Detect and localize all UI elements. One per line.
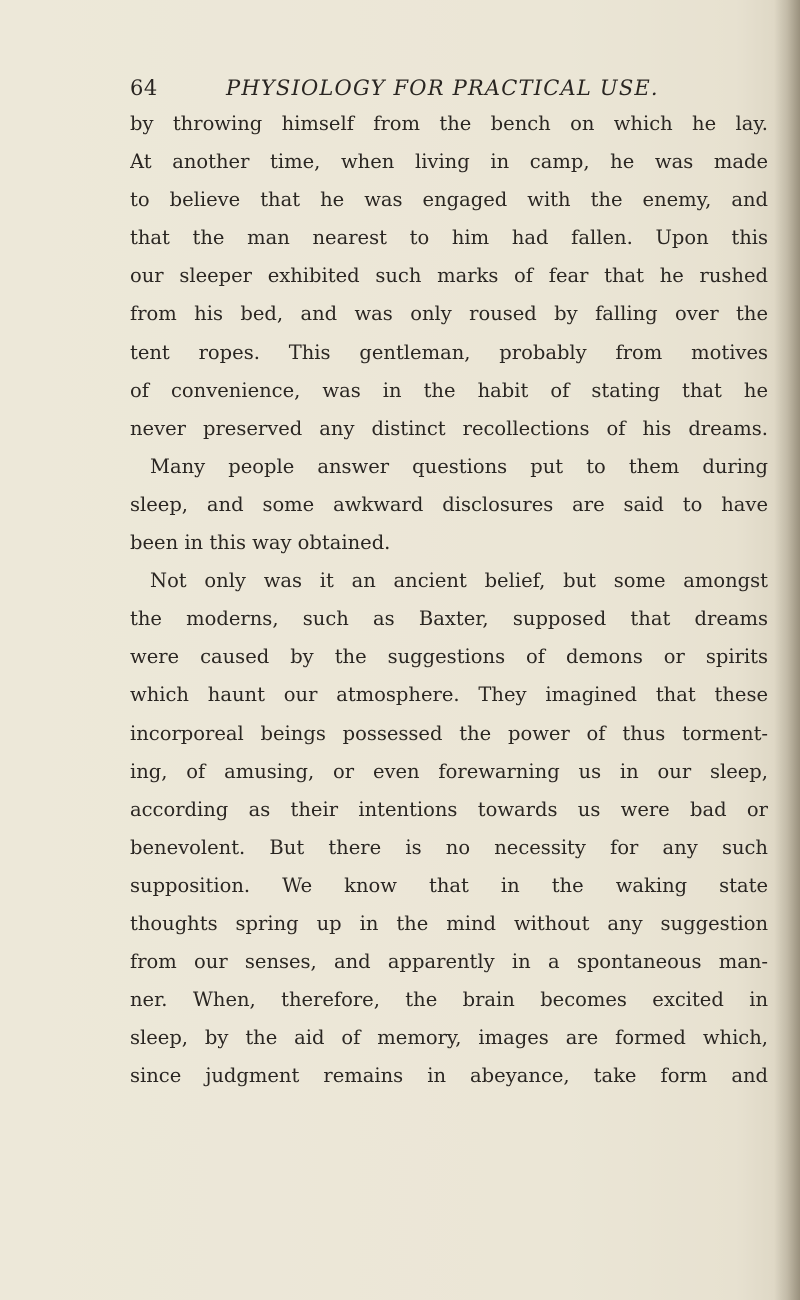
text-line: sleep, by the aid of memory, images are formed which, xyxy=(130,1026,768,1050)
text-line: never preserved any distinct recollections of his dreams. xyxy=(130,416,768,440)
body-text xyxy=(130,105,768,1095)
text-line: At another time, when living in camp, he was made xyxy=(130,150,768,174)
text-line: supposition. We know that in the waking state xyxy=(130,873,768,897)
text-line: that the man nearest to him had fallen. Upon this xyxy=(130,226,768,250)
text-line: from his bed, and was only roused by falling over the xyxy=(130,302,768,326)
page-edge-shadow xyxy=(774,0,800,1300)
paragraph-first-line: Many people answer questions put to them during xyxy=(150,454,768,478)
paragraph-first-line: Not only was it an ancient belief, but some amongst xyxy=(150,569,768,593)
page-number: 64 xyxy=(130,76,158,100)
running-title: PHYSIOLOGY FOR PRACTICAL USE. xyxy=(226,76,659,100)
text-line: benevolent. But there is no necessity for any such xyxy=(130,835,768,859)
text-line: our sleeper exhibited such marks of fear that he rushed xyxy=(130,264,768,288)
text-line: according as their intentions towards us were bad or xyxy=(130,797,768,821)
text-line: ner. When, therefore, the brain becomes excited in xyxy=(130,988,768,1012)
text-line: the moderns, such as Baxter, supposed that dreams xyxy=(130,607,768,631)
text-line: ing, of amusing, or even forewarning us in our sleep, xyxy=(130,759,768,783)
text-line: sleep, and some awkward disclosures are said to have xyxy=(130,492,768,516)
text-line: since judgment remains in abeyance, take form and xyxy=(130,1064,768,1088)
text-line: to believe that he was engaged with the enemy, and xyxy=(130,188,768,212)
text-line: which haunt our atmosphere. They imagined that these xyxy=(130,683,768,707)
text-line: incorporeal beings possessed the power of thus torment- xyxy=(130,721,768,745)
text-line: of convenience, was in the habit of stating that he xyxy=(130,378,768,402)
text-line: were caused by the suggestions of demons or spirits xyxy=(130,645,768,669)
text-line: from our senses, and apparently in a spontaneous man- xyxy=(130,950,768,974)
text-line: tent ropes. This gentleman, probably from motives xyxy=(130,340,768,364)
paragraph-last-line: been in this way obtained. xyxy=(130,531,391,555)
text-line: by throwing himself from the bench on which he lay. xyxy=(130,112,768,135)
text-line: thoughts spring up in the mind without any suggestion xyxy=(130,911,768,935)
